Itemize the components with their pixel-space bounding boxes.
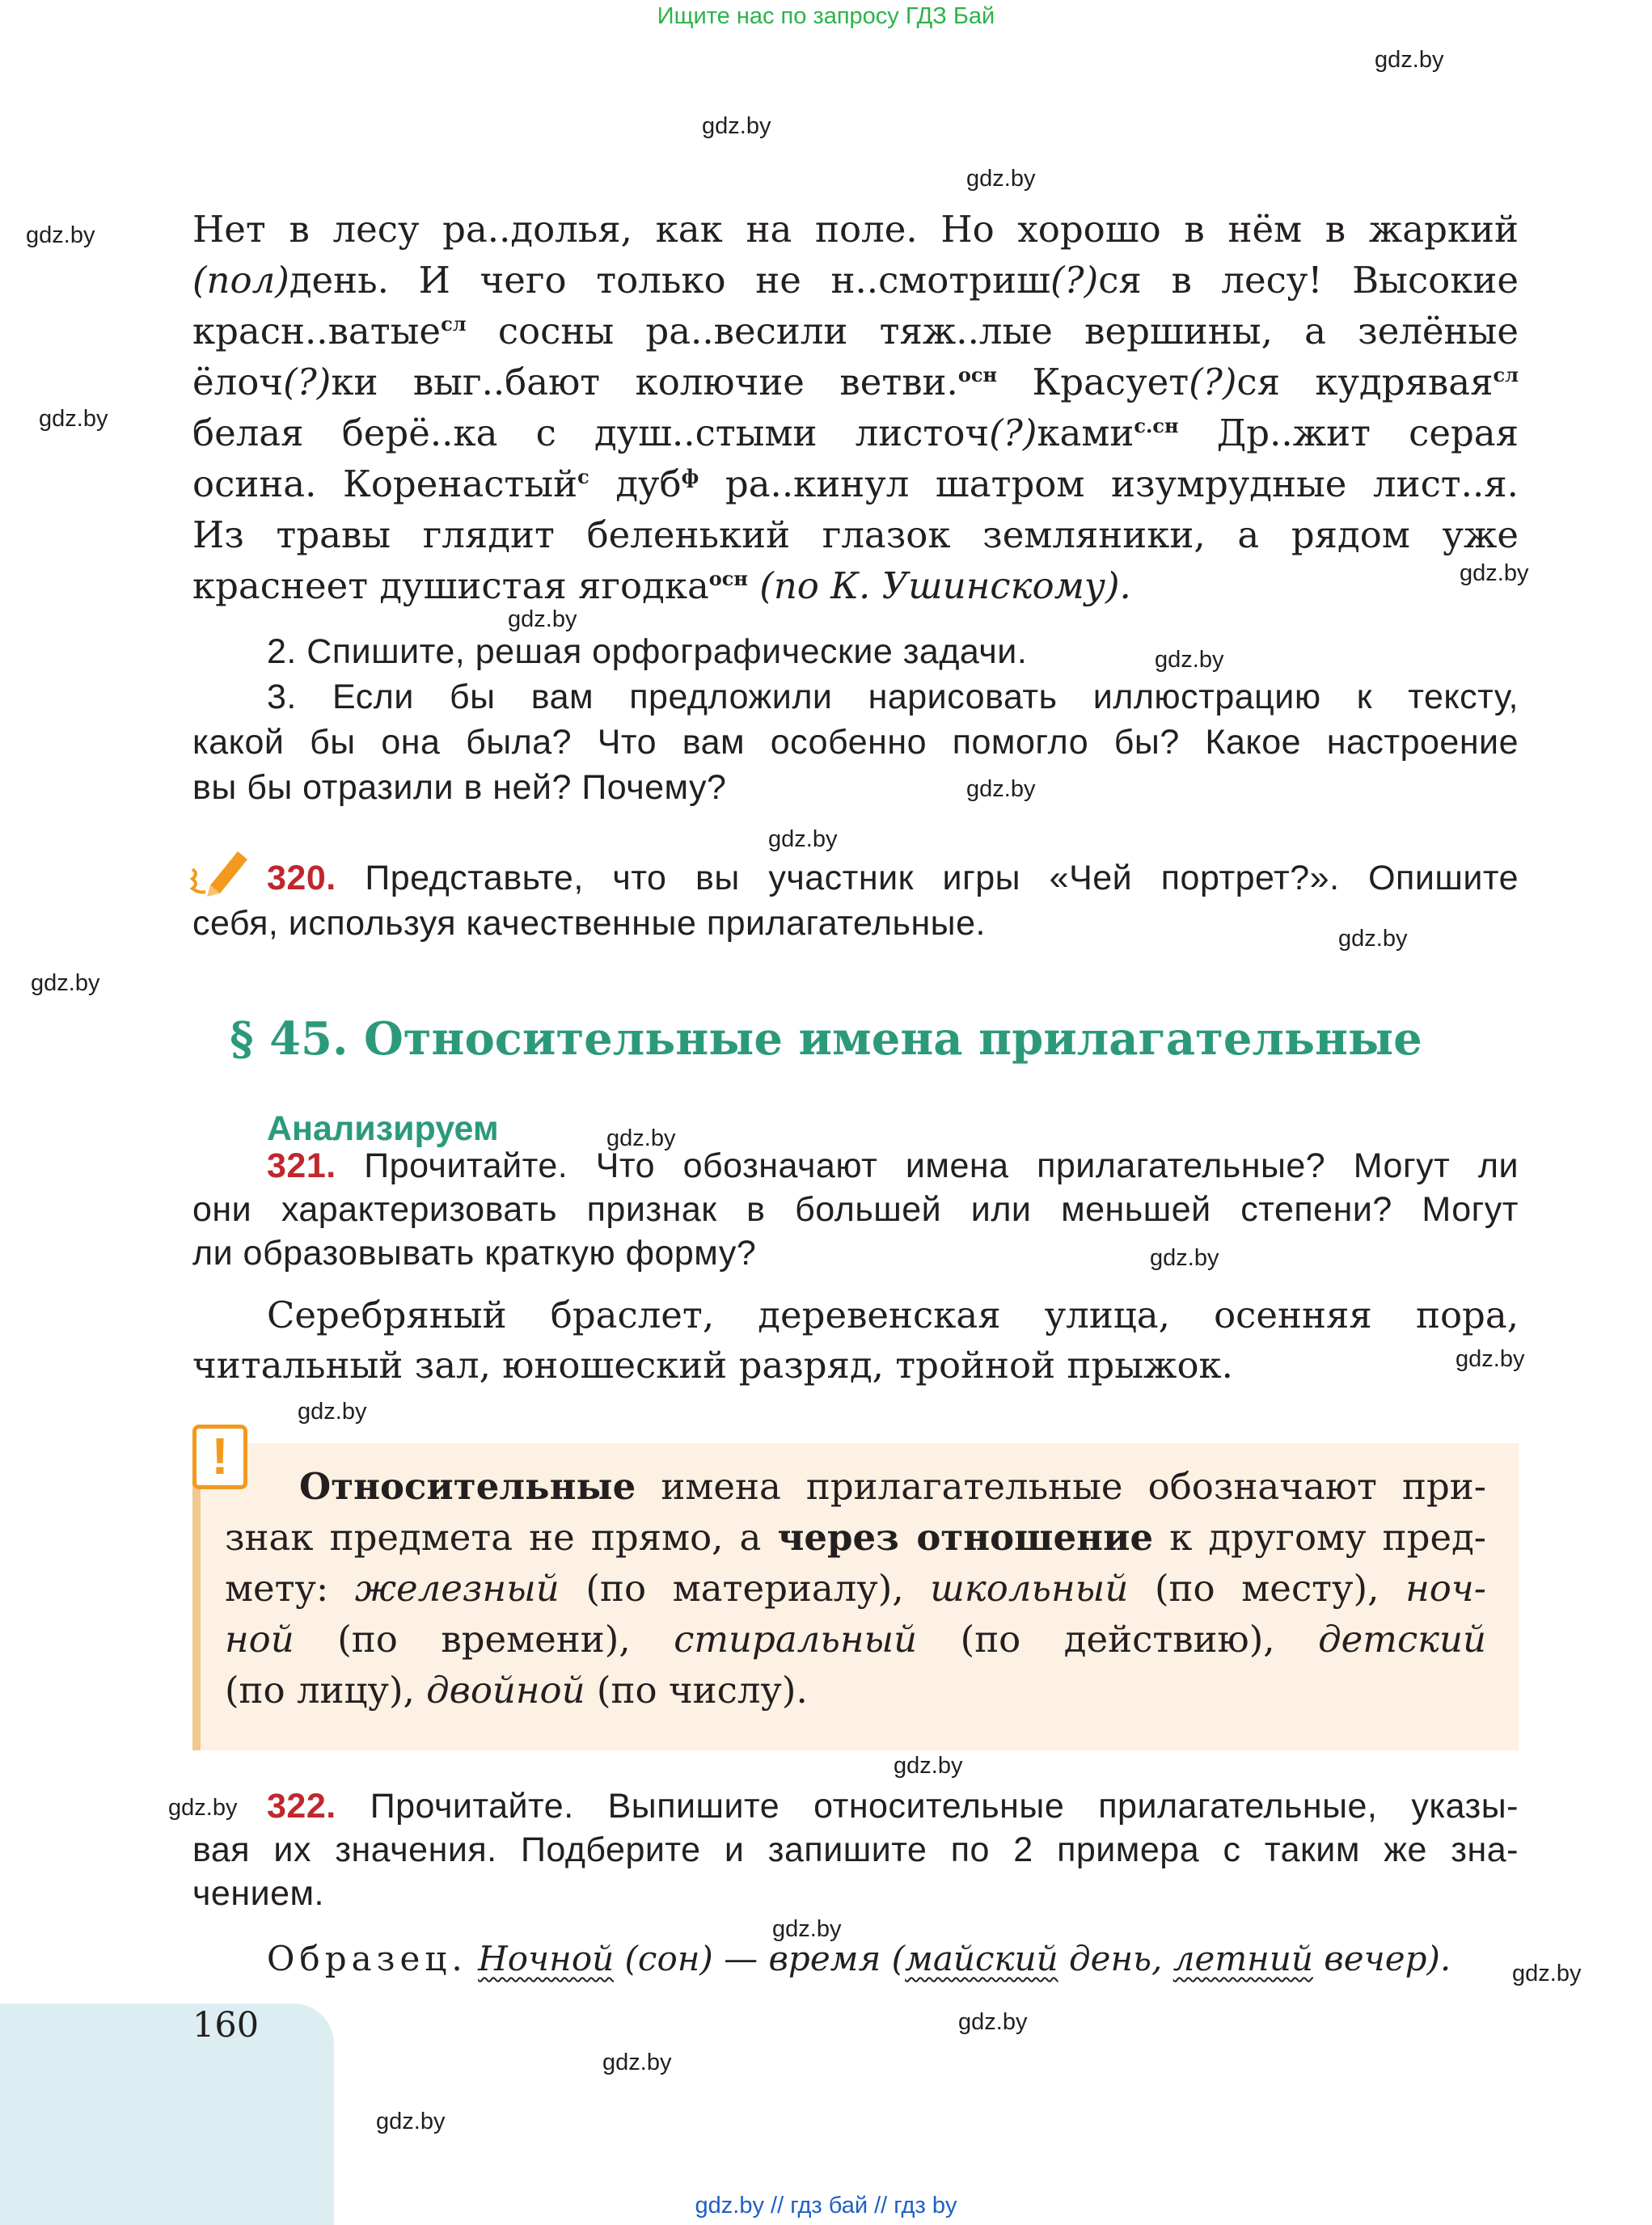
section-title: § 45. Относительные имена прилагательные	[230, 1012, 1422, 1066]
exercise-321-line: они характеризовать признак в большей или меньшей степени? Могут	[192, 1190, 1519, 1229]
exercise-text-line: белая берё..ка с душ..стыми листоч(?)ками$^{с.сн}$ Др..жит серая	[192, 412, 1519, 454]
exercise-320-line: 320. Представьте, что вы участник игры «Чей портрет?». Опишите	[267, 859, 1519, 897]
watermark: gdz.by	[702, 113, 771, 139]
watermark: gdz.by	[39, 406, 108, 432]
exercise-320-line: себя, используя качественные прилагательные.	[192, 904, 986, 943]
watermark: gdz.by	[1155, 647, 1224, 673]
watermark: gdz.by	[26, 222, 95, 248]
exercise-text-line: Нет в лесу ра..долья, как на поле. Но хорошо в нём в жаркий	[192, 208, 1519, 251]
exercise-text-line: осина. Коренастый$^с$ дуб$^ф$ ра..кинул шатром изумрудные лист..я.	[192, 462, 1519, 505]
task-3-line: 3. Если бы вам предложили нарисовать иллюстрацию к тексту,	[267, 678, 1519, 716]
watermark: gdz.by	[602, 2050, 672, 2075]
exclamation-icon: !	[192, 1425, 247, 1489]
watermark: gdz.by	[606, 1125, 676, 1151]
rule-line: знак предмета не прямо, а через отношение к другому пред-	[225, 1516, 1486, 1559]
example-phrases-line: Серебряный браслет, деревенская улица, осенняя пора,	[267, 1294, 1519, 1336]
rule-line: Относительные имена прилагательные обозначают при-	[299, 1465, 1486, 1508]
watermark: gdz.by	[1512, 1961, 1582, 1986]
page-corner-decor	[0, 2003, 334, 2225]
exercise-322-line: чением.	[192, 1874, 325, 1913]
page-number: 160	[192, 2005, 260, 2046]
exercise-321-line: ли образовывать краткую форму?	[192, 1234, 757, 1273]
watermark: gdz.by	[1338, 926, 1408, 952]
watermark: gdz.by	[376, 2109, 446, 2134]
watermark: gdz.by	[31, 970, 100, 996]
exercise-322-line: вая их значения. Подберите и запишите по 2 примера с таким же зна-	[192, 1830, 1519, 1869]
watermark: gdz.by	[966, 166, 1036, 192]
rule-line: (по лицу), двойной (по числу).	[225, 1669, 808, 1712]
watermark: gdz.by	[1456, 1346, 1525, 1372]
exercise-text-line: (пол)день. И чего только не н..смотриш(?)ся в лесу! Высокие	[192, 259, 1519, 302]
sample-line: Образец. Ночной (сон) — время (майский день, летний вечер).	[267, 1939, 1451, 1978]
watermark: gdz.by	[894, 1753, 963, 1779]
watermark: gdz.by	[1150, 1245, 1219, 1271]
bottom-links[interactable]: gdz.by // гдз бай // гдз by	[695, 2193, 957, 2219]
rule-line: мету: железный (по материалу), школьный (по месту), ноч-	[225, 1567, 1486, 1610]
watermark: gdz.by	[966, 776, 1036, 802]
watermark: gdz.by	[508, 606, 577, 632]
example-phrases-line: читальный зал, юношеский разряд, тройной прыжок.	[192, 1344, 1233, 1387]
task-3-line: вы бы отразили в ней? Почему?	[192, 768, 727, 807]
exercise-text-line: ёлоч(?)ки выг..бают колючие ветви.$^{осн}$ Красует(?)ся кудрявая$^{сл}$	[192, 361, 1519, 403]
exercise-text-line: красн..ватые$^{сл}$ сосны ра..весили тяж..лые вершины, а зелёные	[192, 310, 1519, 353]
rule-line: ной (по времени), стиральный (по действию), детский	[225, 1618, 1486, 1661]
watermark: gdz.by	[958, 2009, 1028, 2035]
watermark: gdz.by	[772, 1916, 842, 1942]
top-search-note[interactable]: Ищите нас по запросу ГДЗ Бай	[657, 3, 995, 29]
watermark: gdz.by	[168, 1795, 238, 1821]
exercise-text-line: Из травы глядит беленький глазок земляники, а рядом уже	[192, 513, 1519, 556]
task-2: 2. Спишите, решая орфографические задачи.	[267, 632, 1028, 671]
task-3-line: какой бы она была? Что вам особенно помогло бы? Какое настроение	[192, 723, 1519, 762]
exercise-text-line: краснеет душистая ягодка$^{осн}$ (по К. Ушинскому).	[192, 564, 1131, 607]
watermark: gdz.by	[1375, 47, 1444, 73]
exercise-322-line: 322. Прочитайте. Выпишите относительные прилагательные, указы-	[267, 1787, 1519, 1826]
pencil-icon	[188, 845, 252, 901]
subhead-analyze: Анализируем	[267, 1109, 499, 1148]
watermark: gdz.by	[768, 826, 838, 852]
exercise-321-line: 321. Прочитайте. Что обозначают имена прилагательные? Могут ли	[267, 1146, 1519, 1185]
watermark: gdz.by	[298, 1399, 367, 1425]
watermark: gdz.by	[1460, 560, 1529, 586]
